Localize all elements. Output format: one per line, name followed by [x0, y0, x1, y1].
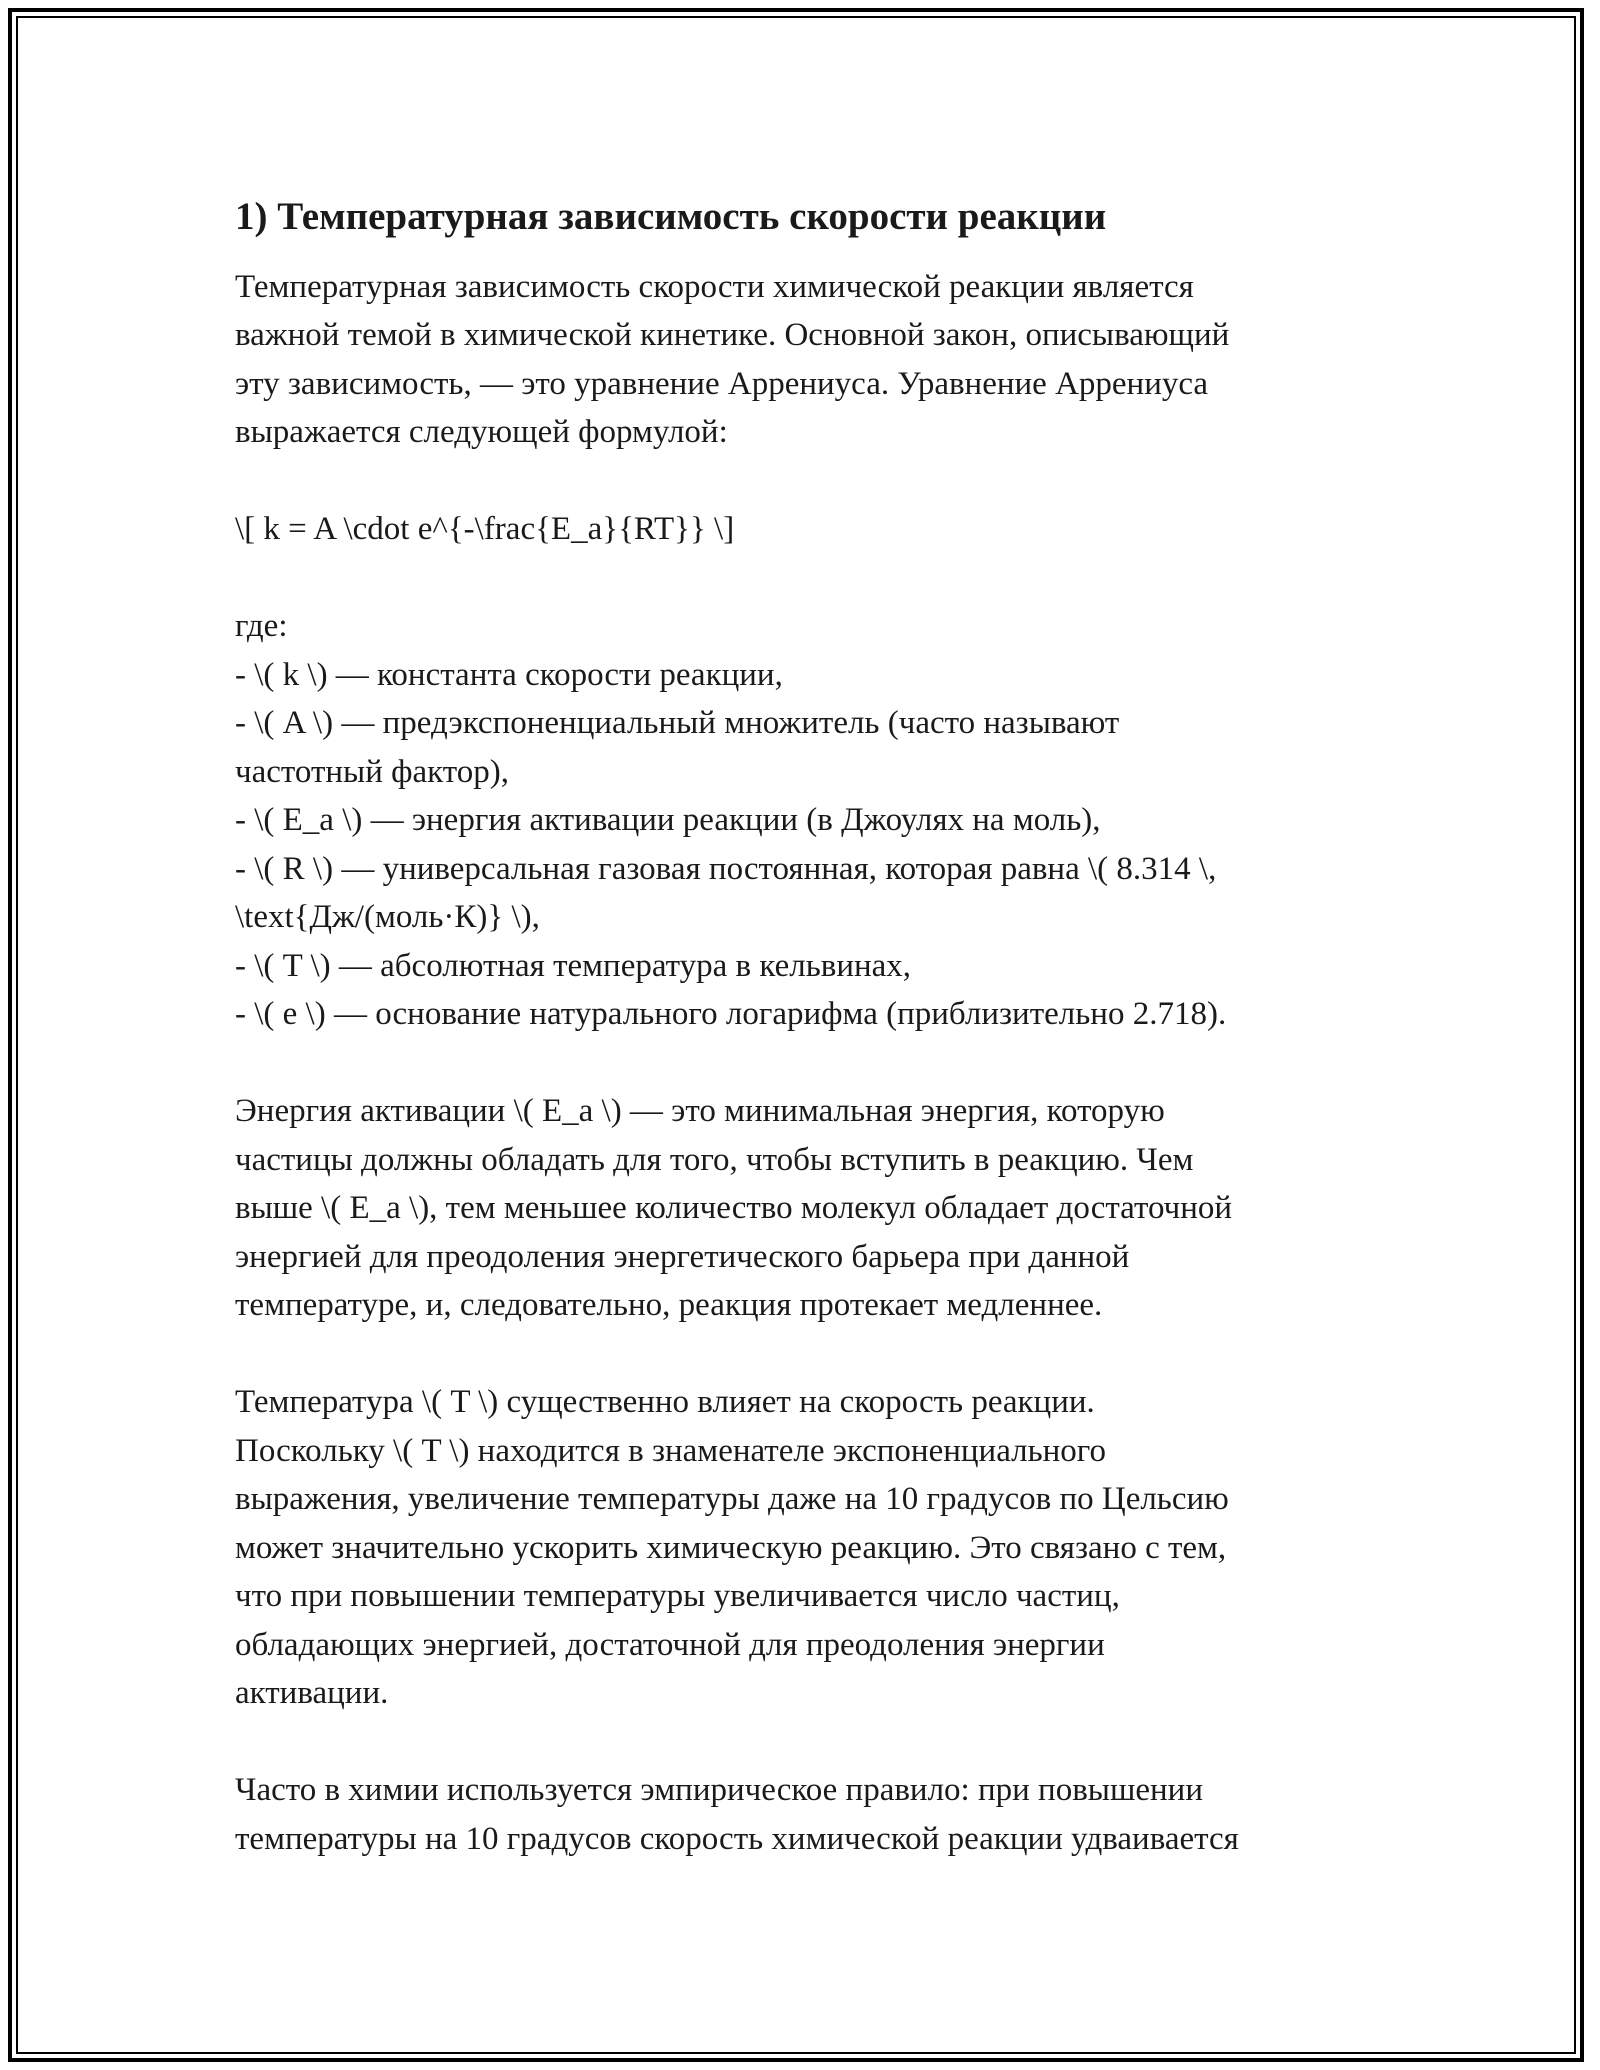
- paragraph-activation-energy: Энергия активации \( E_a \) — это минимальная энергия, которую частицы должны обладать для того, чтобы вступить в реакцию. Чем выше \( E_a \), тем меньшее количество молекул обладает достаточной энергией для преодоления энергетического барьера при данной температуре, и, следовательно, реакция протекает медленнее.: [235, 1093, 1233, 1324]
- paragraph-variables: где: - \( k \) — константа скорости реакции, - \( A \) — предэкспоненциальный множитель (часто называют частотный фактор), - \( E_a \) — энергия активации реакции (в Джоулях на моль), - \( R \) — универсальная газовая постоянная, которая равна \( 8.314 \, \text{Дж/(моль·К)} \), - \( T \) — абсолютная температура в кельвинах, - \( e \) — основание натурального логарифма (приблизительно 2.718).: [235, 608, 1227, 1033]
- paragraph-empirical-rule: Часто в химии используется эмпирическое правило: при повышении температуры на 10 градусов скорость химической реакции удваивается: [235, 1772, 1239, 1857]
- document-page: [235, 180, 1365, 1912]
- paragraph-intro: Температурная зависимость скорости химической реакции является важной темой в химической кинетике. Основной закон, описывающий эту зависимость, — это уравнение Аррениуса. Уравнение Аррениуса выражается следующей формулой:: [235, 268, 1230, 451]
- formula-arrhenius: \[ k = A \cdot e^{-\frac{E_a}{RT}} \]: [235, 511, 735, 548]
- section-heading: 1) Температурная зависимость скорости реакции: [235, 195, 1107, 238]
- paragraph-temperature: Температура \( T \) существенно влияет на скорость реакции. Поскольку \( T \) находится в знаменателе экспоненциального выражения, увеличение температуры даже на 10 градусов по Цельсию может значительно ускорить химическую реакцию. Это связано с тем, что при повышении температуры увеличивается число частиц, обладающих энергией, достаточной для преодоления энергии активации.: [235, 1384, 1229, 1712]
